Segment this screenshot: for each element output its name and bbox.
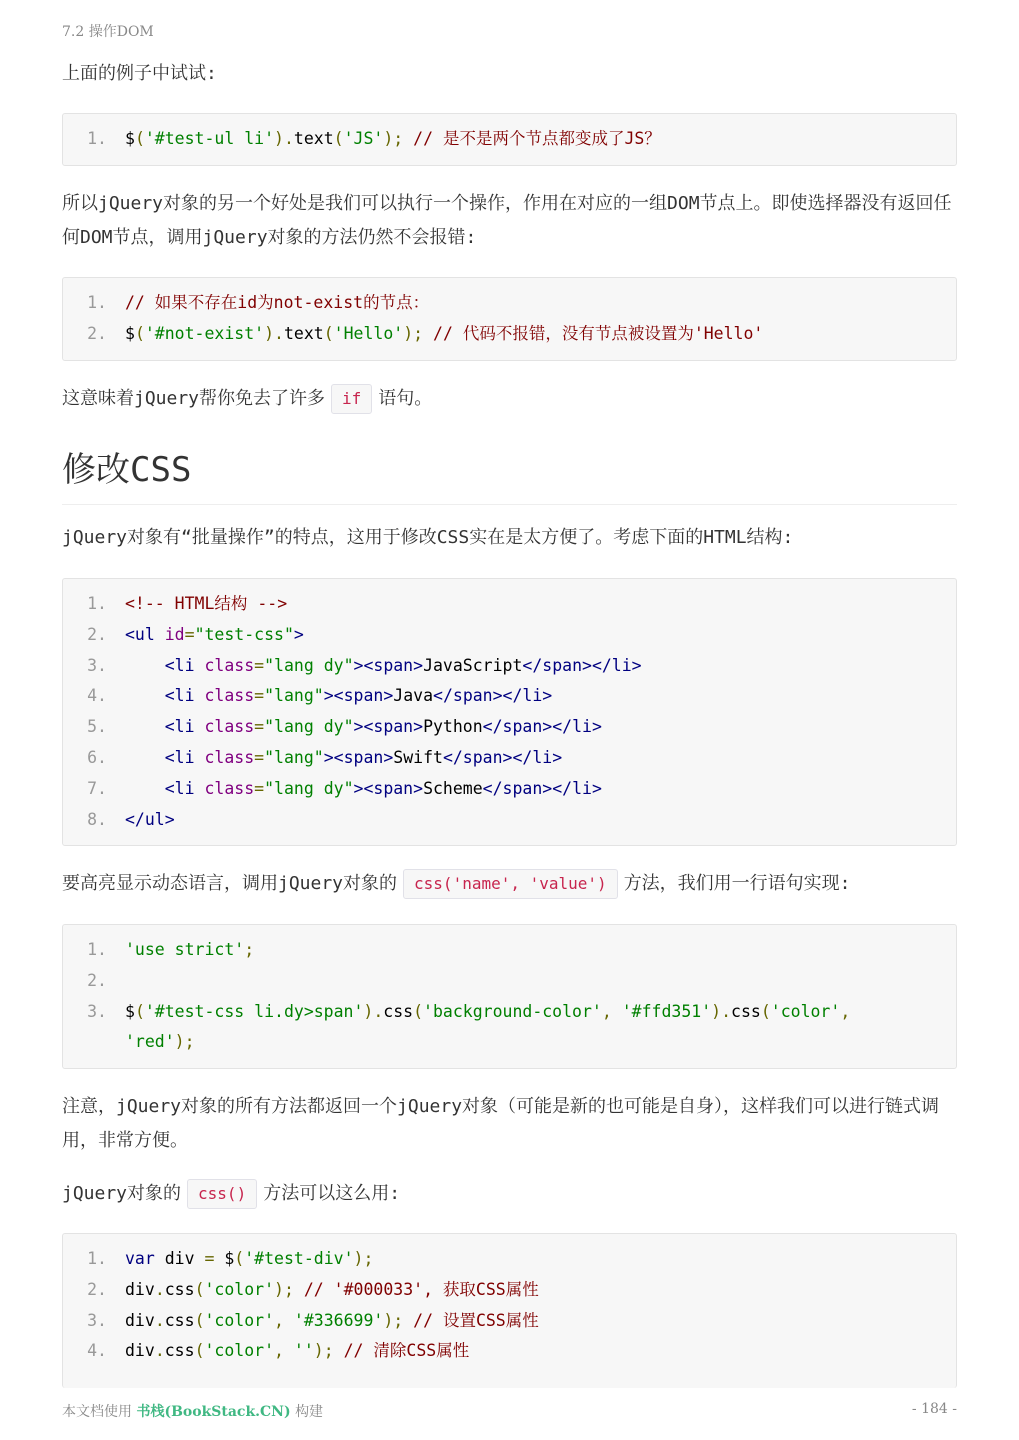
chapter-header: 7.2 操作DOM	[62, 24, 154, 40]
code-line	[63, 712, 956, 743]
paragraph-if-text-before: 这意味着jQuery帮你免去了许多	[62, 388, 326, 409]
paragraph-intro: 上面的例子中试试:	[62, 63, 217, 84]
code-text: <li class="lang dy"><span>JavaScript</span></li>	[164, 655, 642, 675]
line-number: 1.	[87, 1249, 107, 1268]
code-line	[63, 1336, 956, 1367]
code-text: <!-- HTML结构 -->	[125, 594, 288, 613]
code-text: 'use strict';	[125, 940, 255, 959]
code-text	[107, 966, 135, 997]
line-number: 5.	[87, 717, 107, 737]
code-text: 'red');	[125, 1032, 195, 1052]
line-number: 8.	[87, 809, 107, 829]
line-number: 3.	[87, 655, 107, 675]
code-block-css-usage	[62, 1233, 957, 1388]
code-text: // 如果不存在id为not-exist的节点：	[125, 293, 430, 312]
footer-credit	[62, 1401, 323, 1421]
line-number	[63, 1027, 107, 1058]
code-line	[63, 935, 956, 966]
code-text: $('#test-css li.dy>span').css('background-color', '#ffd351').css('color',	[125, 1001, 851, 1021]
footer-prefix: 本文档使用	[62, 1404, 132, 1420]
code-text: </ul>	[125, 809, 175, 829]
code-block-1	[62, 113, 957, 166]
paragraph-css-usage-text-after: 方法可以这么用:	[263, 1183, 401, 1204]
code-line	[63, 620, 956, 651]
paragraph-css-usage-text-before: jQuery对象的	[62, 1183, 182, 1204]
paragraph-jquery-benefit: 所以jQuery对象的另一个好处是我们可以执行一个操作，作用在对应的一组DOM节点上。即使选择器没有返回任何DOM节点，调用jQuery对象的方法仍然不会报错:	[62, 193, 952, 248]
code-line	[63, 743, 956, 774]
code-text: div.css('color'); // '#000033', 获取CSS属性	[125, 1279, 539, 1299]
code-block-html-structure	[62, 578, 957, 846]
line-number: 7.	[87, 778, 107, 798]
code-line	[63, 1244, 956, 1275]
line-number: 4.	[87, 1341, 107, 1361]
line-number: 4.	[87, 686, 107, 706]
footer-brand-link[interactable]: 书栈(BookStack.CN)	[136, 1404, 291, 1420]
code-block-highlight	[62, 924, 957, 1069]
code-line	[63, 966, 956, 997]
paragraph-if-text-after: 语句。	[378, 388, 433, 409]
code-text: <li class="lang dy"><span>Python</span></li>	[164, 717, 602, 737]
paragraph-chaining: 注意，jQuery对象的所有方法都返回一个jQuery对象（可能是新的也可能是自身），这样我们可以进行链式调用，非常方便。	[62, 1096, 940, 1151]
inline-code-css: css()	[187, 1179, 257, 1209]
line-number: 1.	[87, 293, 107, 312]
paragraph-highlight-text-before: 要高亮显示动态语言，调用jQuery对象的	[62, 873, 398, 894]
line-number: 2.	[87, 970, 107, 990]
code-line	[63, 589, 956, 620]
code-line	[63, 997, 956, 1028]
line-number: 1.	[87, 594, 107, 613]
code-text: div.css('color', '#336699'); // 设置CSS属性	[125, 1310, 539, 1330]
code-line	[63, 1306, 956, 1337]
code-text: <li class="lang"><span>Java</span></li>	[164, 686, 553, 706]
paragraph-css-usage	[62, 1177, 957, 1211]
code-line	[63, 651, 956, 682]
code-text: <ul id="test-css">	[125, 624, 304, 644]
inline-code-css-name-value: css('name', 'value')	[403, 869, 618, 899]
code-line	[63, 774, 956, 805]
line-number: 1.	[87, 129, 107, 148]
code-line	[63, 1027, 956, 1058]
line-number: 2.	[87, 1279, 107, 1299]
line-number: 2.	[87, 624, 107, 644]
code-text: div.css('color', ''); // 清除CSS属性	[125, 1341, 470, 1361]
inline-code-if: if	[331, 384, 372, 414]
code-line	[63, 319, 956, 350]
code-text: var div = $('#test-div');	[125, 1249, 374, 1268]
code-block-2	[62, 277, 957, 361]
line-number: 3.	[87, 1310, 107, 1330]
code-line	[63, 805, 956, 836]
line-number: 6.	[87, 747, 107, 767]
code-text: <li class="lang"><span>Swift</span></li>	[164, 747, 563, 767]
code-line	[63, 124, 956, 155]
code-text: <li class="lang dy"><span>Scheme</span></li>	[164, 778, 602, 798]
footer-suffix: 构建	[295, 1404, 324, 1420]
code-line	[63, 681, 956, 712]
page-number: - 184 -	[911, 1401, 957, 1417]
paragraph-highlight-text-after: 方法，我们用一行语句实现:	[623, 873, 851, 894]
paragraph-if	[62, 382, 957, 416]
code-line	[63, 288, 956, 319]
line-number: 1.	[87, 940, 107, 959]
paragraph-highlight	[62, 867, 957, 901]
code-line	[63, 1275, 956, 1306]
code-text: $('#test-ul li').text('JS'); // 是不是两个节点都变成了JS？	[125, 129, 661, 148]
paragraph-batch-ops: jQuery对象有“批量操作”的特点，这用于修改CSS实在是太方便了。考虑下面的HTML结构:	[62, 527, 794, 548]
section-heading-modify-css: 修改CSS	[62, 448, 957, 505]
code-text: $('#not-exist').text('Hello'); // 代码不报错，没有节点被设置为'Hello'	[125, 323, 764, 343]
line-number: 2.	[87, 323, 107, 343]
line-number: 3.	[87, 1001, 107, 1021]
